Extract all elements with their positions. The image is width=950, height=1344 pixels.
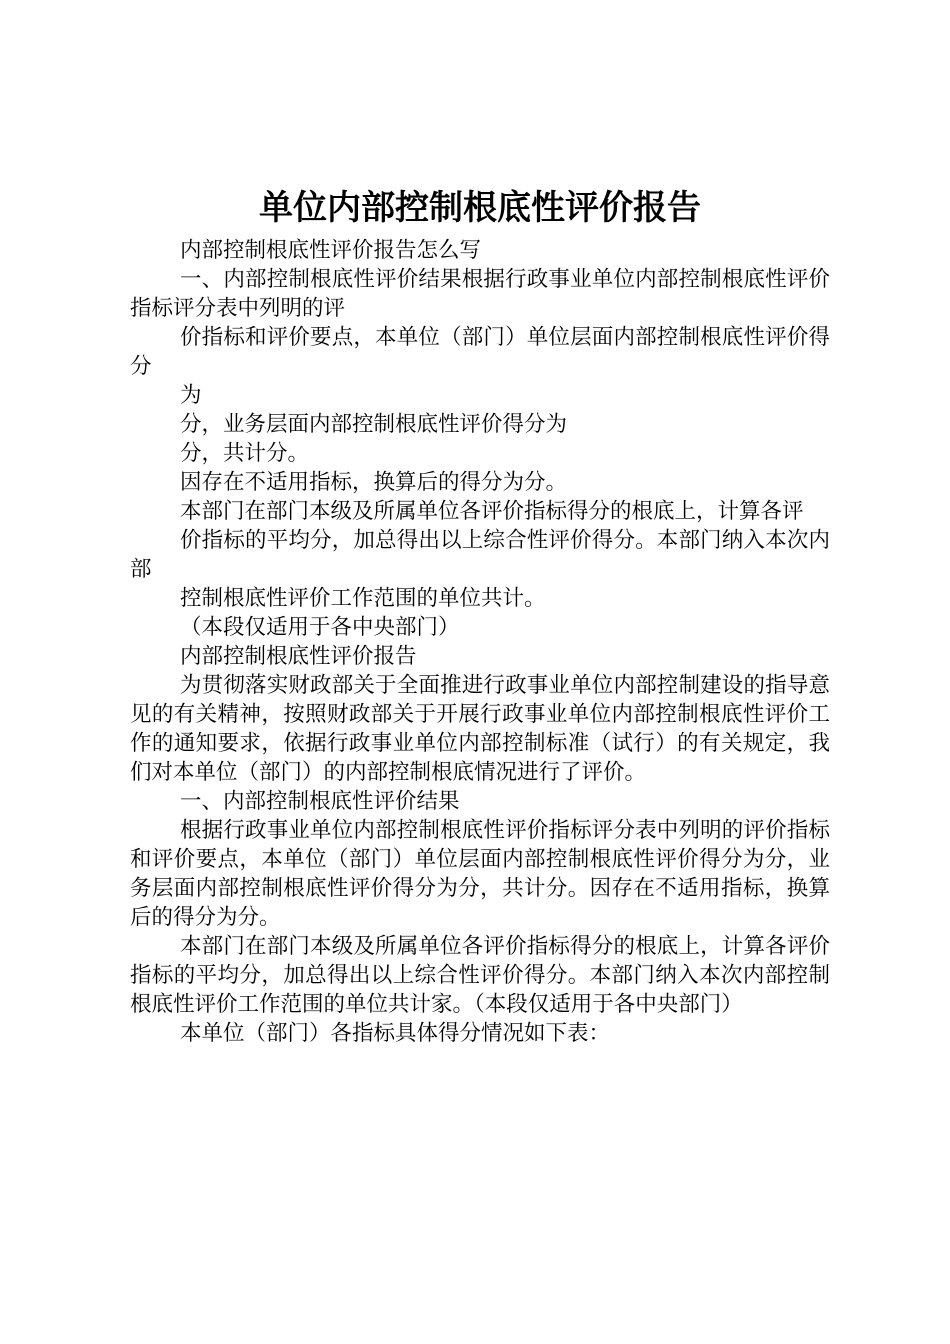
document-body bbox=[130, 236, 830, 1048]
paragraph: 根据行政事业单位内部控制根底性评价指标评分表中列明的评价指标和评价要点，本单位（部门）单位层面内部控制根底性评价得分为分，业务层面内部控制根底性评价得分为分，共计分。因存在不适用指标，换算后的得分为分。 bbox=[130, 818, 830, 930]
paragraph: 一、内部控制根底性评价结果 bbox=[180, 789, 460, 814]
paragraph: 本部门在部门本级及所属单位各评价指标得分的根底上，计算各评价指标的平均分，加总得出以上综合性评价得分。本部门纳入本次内部控制根底性评价工作范围的单位共计家。（本段仅适用于各中央部门） bbox=[130, 934, 830, 1017]
paragraph: 为贯彻落实财政部关于全面推进行政事业单位内部控制建设的指导意见的有关精神，按照财政部关于开展行政事业单位内部控制根底性评价工作的通知要求，依据行政事业单位内部控制标准（试行）的有关规定，我们对本单位（部门）的内部控制根底情况进行了评价。 bbox=[130, 673, 830, 785]
paragraph: 一、内部控制根底性评价结果根据行政事业单位内部控制根底性评价指标评分表中列明的评 bbox=[130, 267, 830, 321]
paragraph: 内部控制根底性评价报告 bbox=[180, 644, 417, 669]
paragraph: 控制根底性评价工作范围的单位共计。 bbox=[180, 586, 546, 611]
paragraph: 分，共计分。 bbox=[180, 441, 310, 466]
paragraph: 为 bbox=[180, 383, 202, 408]
paragraph: 价指标和评价要点，本单位（部门）单位层面内部控制根底性评价得分 bbox=[130, 325, 830, 379]
paragraph: （本段仅适用于各中央部门） bbox=[180, 615, 460, 640]
paragraph: 因存在不适用指标，换算后的得分为分。 bbox=[180, 470, 568, 495]
document-title: 单位内部控制根底性评价报告 bbox=[259, 188, 701, 228]
paragraph: 内部控制根底性评价报告怎么写 bbox=[180, 238, 482, 263]
paragraph: 本单位（部门）各指标具体得分情况如下表： bbox=[180, 1021, 611, 1046]
document-page bbox=[130, 180, 830, 1048]
paragraph: 本部门在部门本级及所属单位各评价指标得分的根底上，计算各评 bbox=[180, 499, 804, 524]
paragraph: 价指标的平均分，加总得出以上综合性评价得分。本部门纳入本次内部 bbox=[130, 528, 830, 582]
paragraph: 分，业务层面内部控制根底性评价得分为 bbox=[180, 412, 568, 437]
